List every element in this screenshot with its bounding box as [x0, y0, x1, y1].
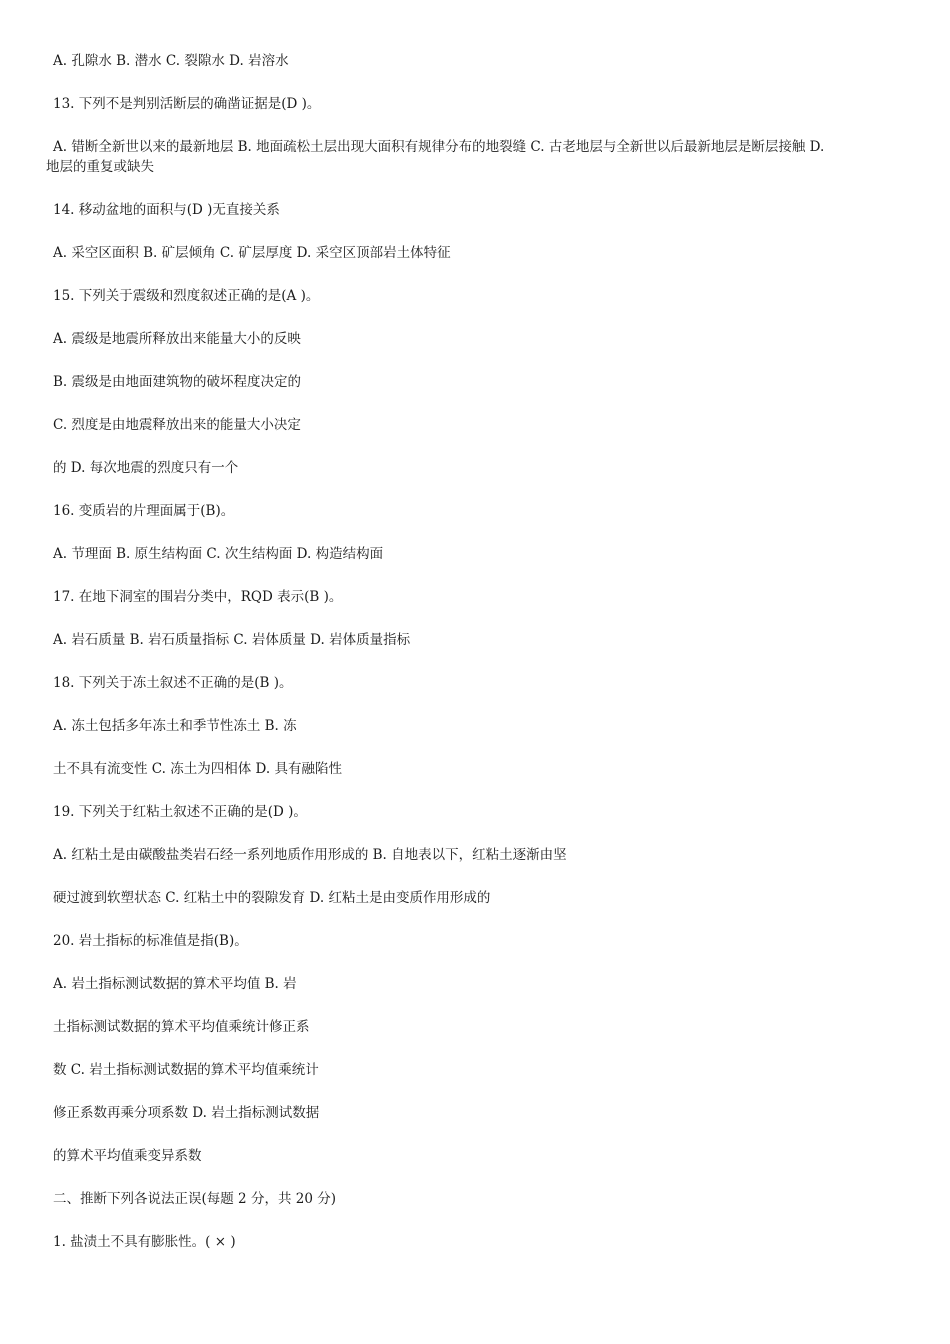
section-heading-true-false: 二、推断下列各说法正误(每题 2 分，共 20 分) [53, 1191, 336, 1207]
options-20-line-5: 的算术平均值乘变异系数 [53, 1148, 202, 1164]
options-20-line-2: 土指标测试数据的算术平均值乘统计修正系 [53, 1019, 310, 1035]
options-20-line-4: 修正系数再乘分项系数 D. 岩土指标测试数据 [53, 1105, 320, 1121]
options-19-line-2: 硬过渡到软塑状态 C. 红粘土中的裂隙发育 D. 红粘土是由变质作用形成的 [53, 890, 491, 906]
options-19-line-1: A. 红粘土是由碳酸盐类岩石经一系列地质作用形成的 B. 自地表以下，红粘土逐渐由坚 [53, 847, 567, 863]
option-15-c: C. 烈度是由地震释放出来的能量大小决定 [53, 417, 301, 433]
option-15-a: A. 震级是地震所释放出来能量大小的反映 [53, 331, 301, 347]
question-13: 13. 下列不是判别活断层的确凿证据是(D )。 [53, 96, 321, 112]
options-18-line-1: A. 冻土包括多年冻土和季节性冻土 B. 冻 [53, 718, 297, 734]
options-20-line-1: A. 岩土指标测试数据的算术平均值 B. 岩 [53, 976, 297, 992]
options-13-line-2: 地层的重复或缺失 [46, 159, 154, 175]
options-16: A. 节理面 B. 原生结构面 C. 次生结构面 D. 构造结构面 [53, 546, 384, 562]
question-15: 15. 下列关于震级和烈度叙述正确的是(A )。 [53, 288, 320, 304]
option-15-d: 的 D. 每次地震的烈度只有一个 [53, 460, 239, 476]
question-17: 17. 在地下洞室的围岩分类中，RQD 表示(B )。 [53, 589, 343, 605]
options-13-line-1: A. 错断全新世以来的最新地层 B. 地面疏松土层出现大面积有规律分布的地裂缝 C. 古老地层与全新世以后最新地层是断层接触 D. [53, 139, 825, 155]
question-16: 16. 变质岩的片理面属于(B)。 [53, 503, 235, 519]
question-20: 20. 岩土指标的标准值是指(B)。 [53, 933, 248, 949]
options-14: A. 采空区面积 B. 矿层倾角 C. 矿层厚度 D. 采空区顶部岩土体特征 [53, 245, 451, 261]
options-18-line-2: 土不具有流变性 C. 冻土为四相体 D. 具有融陷性 [53, 761, 342, 777]
question-19: 19. 下列关于红粘土叙述不正确的是(D )。 [53, 804, 307, 820]
option-15-b: B. 震级是由地面建筑物的破坏程度决定的 [53, 374, 302, 390]
options-20-line-3: 数 C. 岩土指标测试数据的算术平均值乘统计 [53, 1062, 319, 1078]
question-18: 18. 下列关于冻土叙述不正确的是(B )。 [53, 675, 293, 691]
question-14: 14. 移动盆地的面积与(D )无直接关系 [53, 202, 280, 218]
true-false-question-1: 1. 盐渍土不具有膨胀性。( × ) [53, 1234, 236, 1250]
option-line-12: A. 孔隙水 B. 潜水 C. 裂隙水 D. 岩溶水 [53, 53, 289, 69]
options-17: A. 岩石质量 B. 岩石质量指标 C. 岩体质量 D. 岩体质量指标 [53, 632, 411, 648]
